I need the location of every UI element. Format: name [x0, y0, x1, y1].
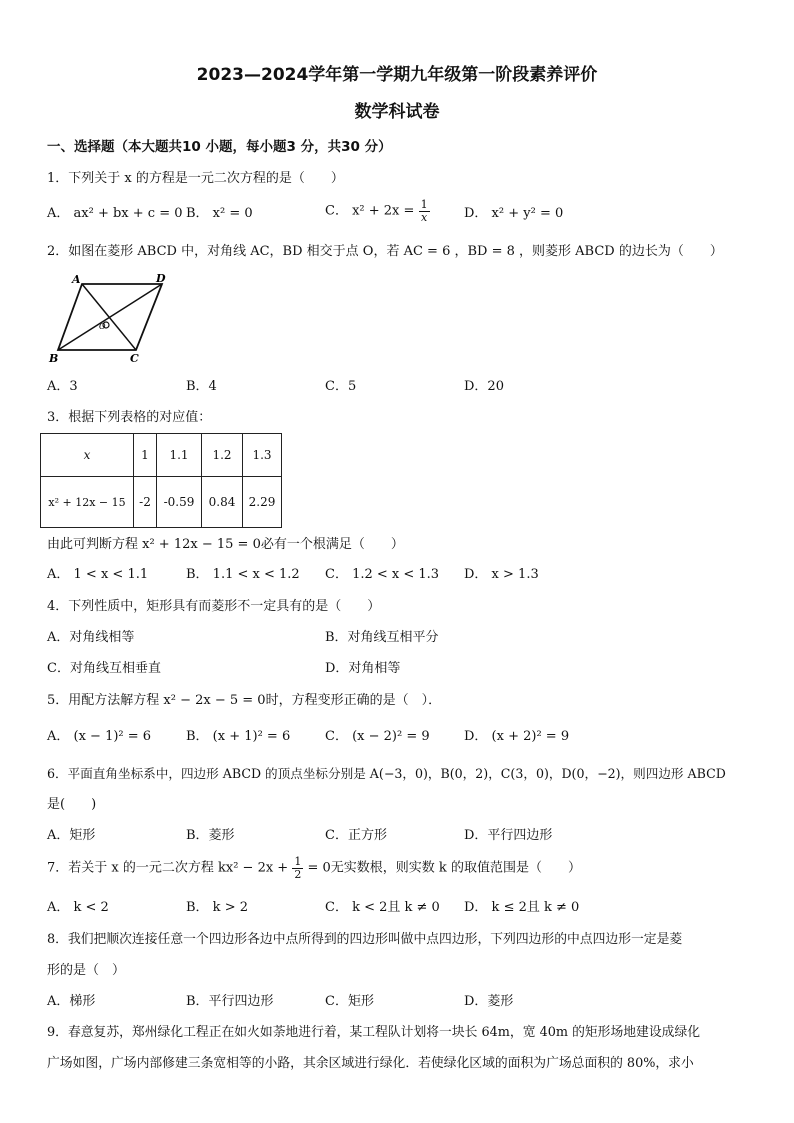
table-row	[41, 434, 282, 477]
q6-stem-line2: 是( )	[47, 797, 97, 812]
table-cell: x	[41, 434, 134, 477]
q1-option-c	[325, 199, 430, 224]
q6-stem-line1: 6．平面直角坐标系中，四边形 ABCD 的顶点坐标分别是 A(−3，0)，B(0，2)，C(3，0)，D(0，−2)，则四边形 ABCD	[47, 766, 726, 781]
q2-stem: 2．如图在菱形 ABCD 中，对角线 AC，BD 相交于点 O，若 AC = 6 ，BD = 8 ，则菱形 ABCD 的边长为（ ）	[47, 244, 723, 259]
q8-option-d: D．菱形	[464, 994, 514, 1009]
table-cell: 1	[134, 434, 157, 477]
vertex-a-label: A	[72, 273, 81, 286]
q7-fraction	[292, 856, 303, 881]
q6-option-b: B．菱形	[186, 828, 235, 843]
q4-option-a: A．对角线相等	[47, 630, 135, 645]
q8-stem-line2: 形的是（ ）	[47, 963, 126, 978]
q7-stem	[47, 856, 581, 881]
q7-fraction-den: 2	[294, 868, 302, 881]
q7-option-b: B． k > 2	[186, 900, 248, 915]
rhombus-figure	[44, 270, 174, 366]
q9-stem-line1: 9．春意复苏，郑州绿化工程正在如火如荼地进行着，某工程队计划将一块长 64m，宽 40m 的矩形场地建设成绿化	[47, 1025, 701, 1040]
q8-option-a: A．梯形	[47, 994, 96, 1009]
q3-followup: 由此可判断方程 x² + 12x − 15 = 0必有一个根满足（ ）	[47, 537, 404, 552]
vertex-c-label: C	[130, 352, 139, 365]
q1-fraction-den: x	[420, 211, 428, 224]
q7-stem-end: = 0无实数根，则实数 k 的取值范围是（ ）	[307, 860, 581, 876]
q1-option-a: A． ax² + bx + c = 0	[47, 206, 183, 221]
table-cell: 2.29	[243, 477, 282, 528]
q6-option-d: D．平行四边形	[464, 828, 553, 843]
q7-stem-start: 7．若关于 x 的一元二次方程 kx² − 2x +	[47, 860, 289, 876]
q5-option-a: A． (x − 1)² = 6	[47, 729, 152, 744]
q7-fraction-num: 1	[294, 855, 302, 868]
q4-option-b: B．对角线互相平分	[325, 630, 439, 645]
table-cell: -0.59	[157, 477, 202, 528]
vertex-b-label: B	[49, 352, 59, 365]
table-cell: -2	[134, 477, 157, 528]
q2-option-c: C．5	[325, 379, 357, 394]
q7-option-c: C． k < 2且 k ≠ 0	[325, 900, 440, 915]
q8-stem-line1: 8．我们把顺次连接任意一个四边形各边中点所得到的四边形叫做中点四边形，下列四边形的中点四边形一定是菱	[47, 932, 683, 947]
q6-option-c: C．正方形	[325, 828, 387, 843]
q4-option-c: C．对角线互相垂直	[47, 661, 161, 676]
table-cell: 1.3	[243, 434, 282, 477]
exam-title: 2023—2024学年第一学期九年级第一阶段素养评价	[196, 65, 598, 85]
q2-option-d: D．20	[464, 379, 504, 394]
q3-stem: 3．根据下列表格的对应值：	[47, 410, 212, 425]
q5-option-b: B． (x + 1)² = 6	[186, 729, 291, 744]
q3-option-d: D． x > 1.3	[464, 567, 539, 582]
q1-option-b: B． x² = 0	[186, 206, 253, 221]
q8-option-c: C．矩形	[325, 994, 374, 1009]
q1-option-c-text: C． x² + 2x =	[325, 203, 415, 219]
q3-option-c: C． 1.2 < x < 1.3	[325, 567, 440, 582]
q5-option-c: C． (x − 2)² = 9	[325, 729, 430, 744]
q3-option-a: A． 1 < x < 1.1	[47, 567, 149, 582]
q1-fraction-num: 1	[420, 198, 428, 211]
table-cell: 1.2	[202, 434, 243, 477]
q1-stem: 1．下列关于 x 的方程是一元二次方程的是（ ）	[47, 171, 344, 186]
exam-subtitle: 数学科试卷	[354, 102, 440, 122]
q9-stem-line2: 广场如图，广场内部修建三条宽相等的小路，其余区域进行绿化．若使绿化区域的面积为广场总面积的 80%，求小	[47, 1056, 694, 1071]
q8-option-b: B．平行四边形	[186, 994, 274, 1009]
q7-option-a: A． k < 2	[47, 900, 109, 915]
q1-option-d: D． x² + y² = 0	[464, 206, 564, 221]
q4-stem: 4．下列性质中，矩形具有而菱形不一定具有的是（ ）	[47, 599, 381, 614]
table-cell: 0.84	[202, 477, 243, 528]
q4-option-d: D．对角相等	[325, 661, 401, 676]
vertex-d-label: D	[156, 272, 166, 285]
q1-fraction	[419, 199, 430, 224]
point-o-label: O	[99, 322, 106, 331]
q7-option-d: D． k ≤ 2且 k ≠ 0	[464, 900, 580, 915]
diagonal-bd	[58, 284, 162, 350]
table-cell: 1.1	[157, 434, 202, 477]
table-row	[41, 477, 282, 528]
q5-stem: 5．用配方法解方程 x² − 2x − 5 = 0时，方程变形正确的是（ ）．	[47, 693, 442, 708]
table-cell: x² + 12x − 15	[41, 477, 134, 528]
q2-option-b: B．4	[186, 379, 217, 394]
q6-option-a: A．矩形	[47, 828, 96, 843]
q5-option-d: D． (x + 2)² = 9	[464, 729, 570, 744]
q3-option-b: B． 1.1 < x < 1.2	[186, 567, 300, 582]
values-table	[40, 433, 282, 528]
section-heading: 一、选择题（本大题共10 小题，每小题3 分，共30 分）	[47, 139, 392, 155]
q2-option-a: A．3	[47, 379, 78, 394]
